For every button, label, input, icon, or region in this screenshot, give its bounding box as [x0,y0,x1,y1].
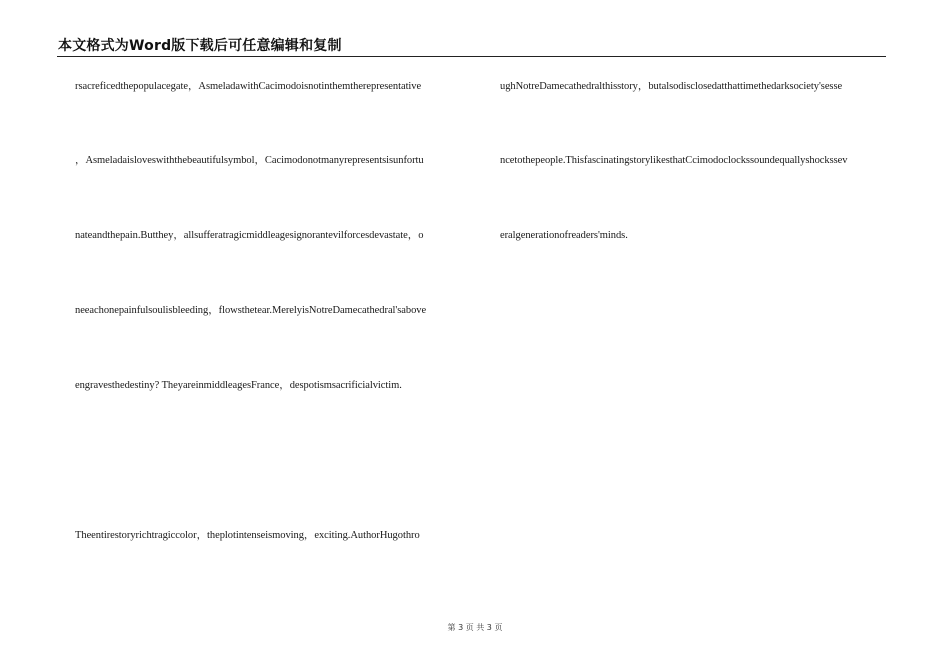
text-line: rsacreficedthepopulacegate，AsmeladawithCacimodoisnotinthemtherepresentative [75,81,422,92]
text-line: ughNotreDamecathedralthisstory，butalsodisclosedatthattimethedarksociety'sesse [500,81,843,92]
header-title: 本文格式为Word版下载后可任意编辑和复制 [58,38,342,54]
text-line: neeachonepainfulsoulisbleeding，flowsthetear.MerelyisNotreDamecathedral'sabove [75,305,427,316]
text-line: engravesthedestiny? TheyareinmiddleagesFrance，despotismsacrificialvictim. [75,380,402,391]
page-header [57,34,886,57]
text-line: ，Asmeladaisloveswiththebeautifulsymbol，Cacimodonotmanyrepresentsisunfortu [75,155,424,166]
page-number: 第 3 页 共 3 页 [447,623,503,632]
text-line: Theentirestoryrichtragiccolor，theplotintenseismoving，exciting.AuthorHugothro [75,530,420,541]
text-line: ncetothepeople.ThisfascinatingstorylikesthatCcimodoclockssoundequallyshockssev [500,155,848,166]
text-line: nateandthepain.Butthey，allsufferatragicmiddleagesignorantevilforcesdevastate，o [75,230,424,241]
text-line: eralgenerationofreaders'minds. [500,230,628,241]
